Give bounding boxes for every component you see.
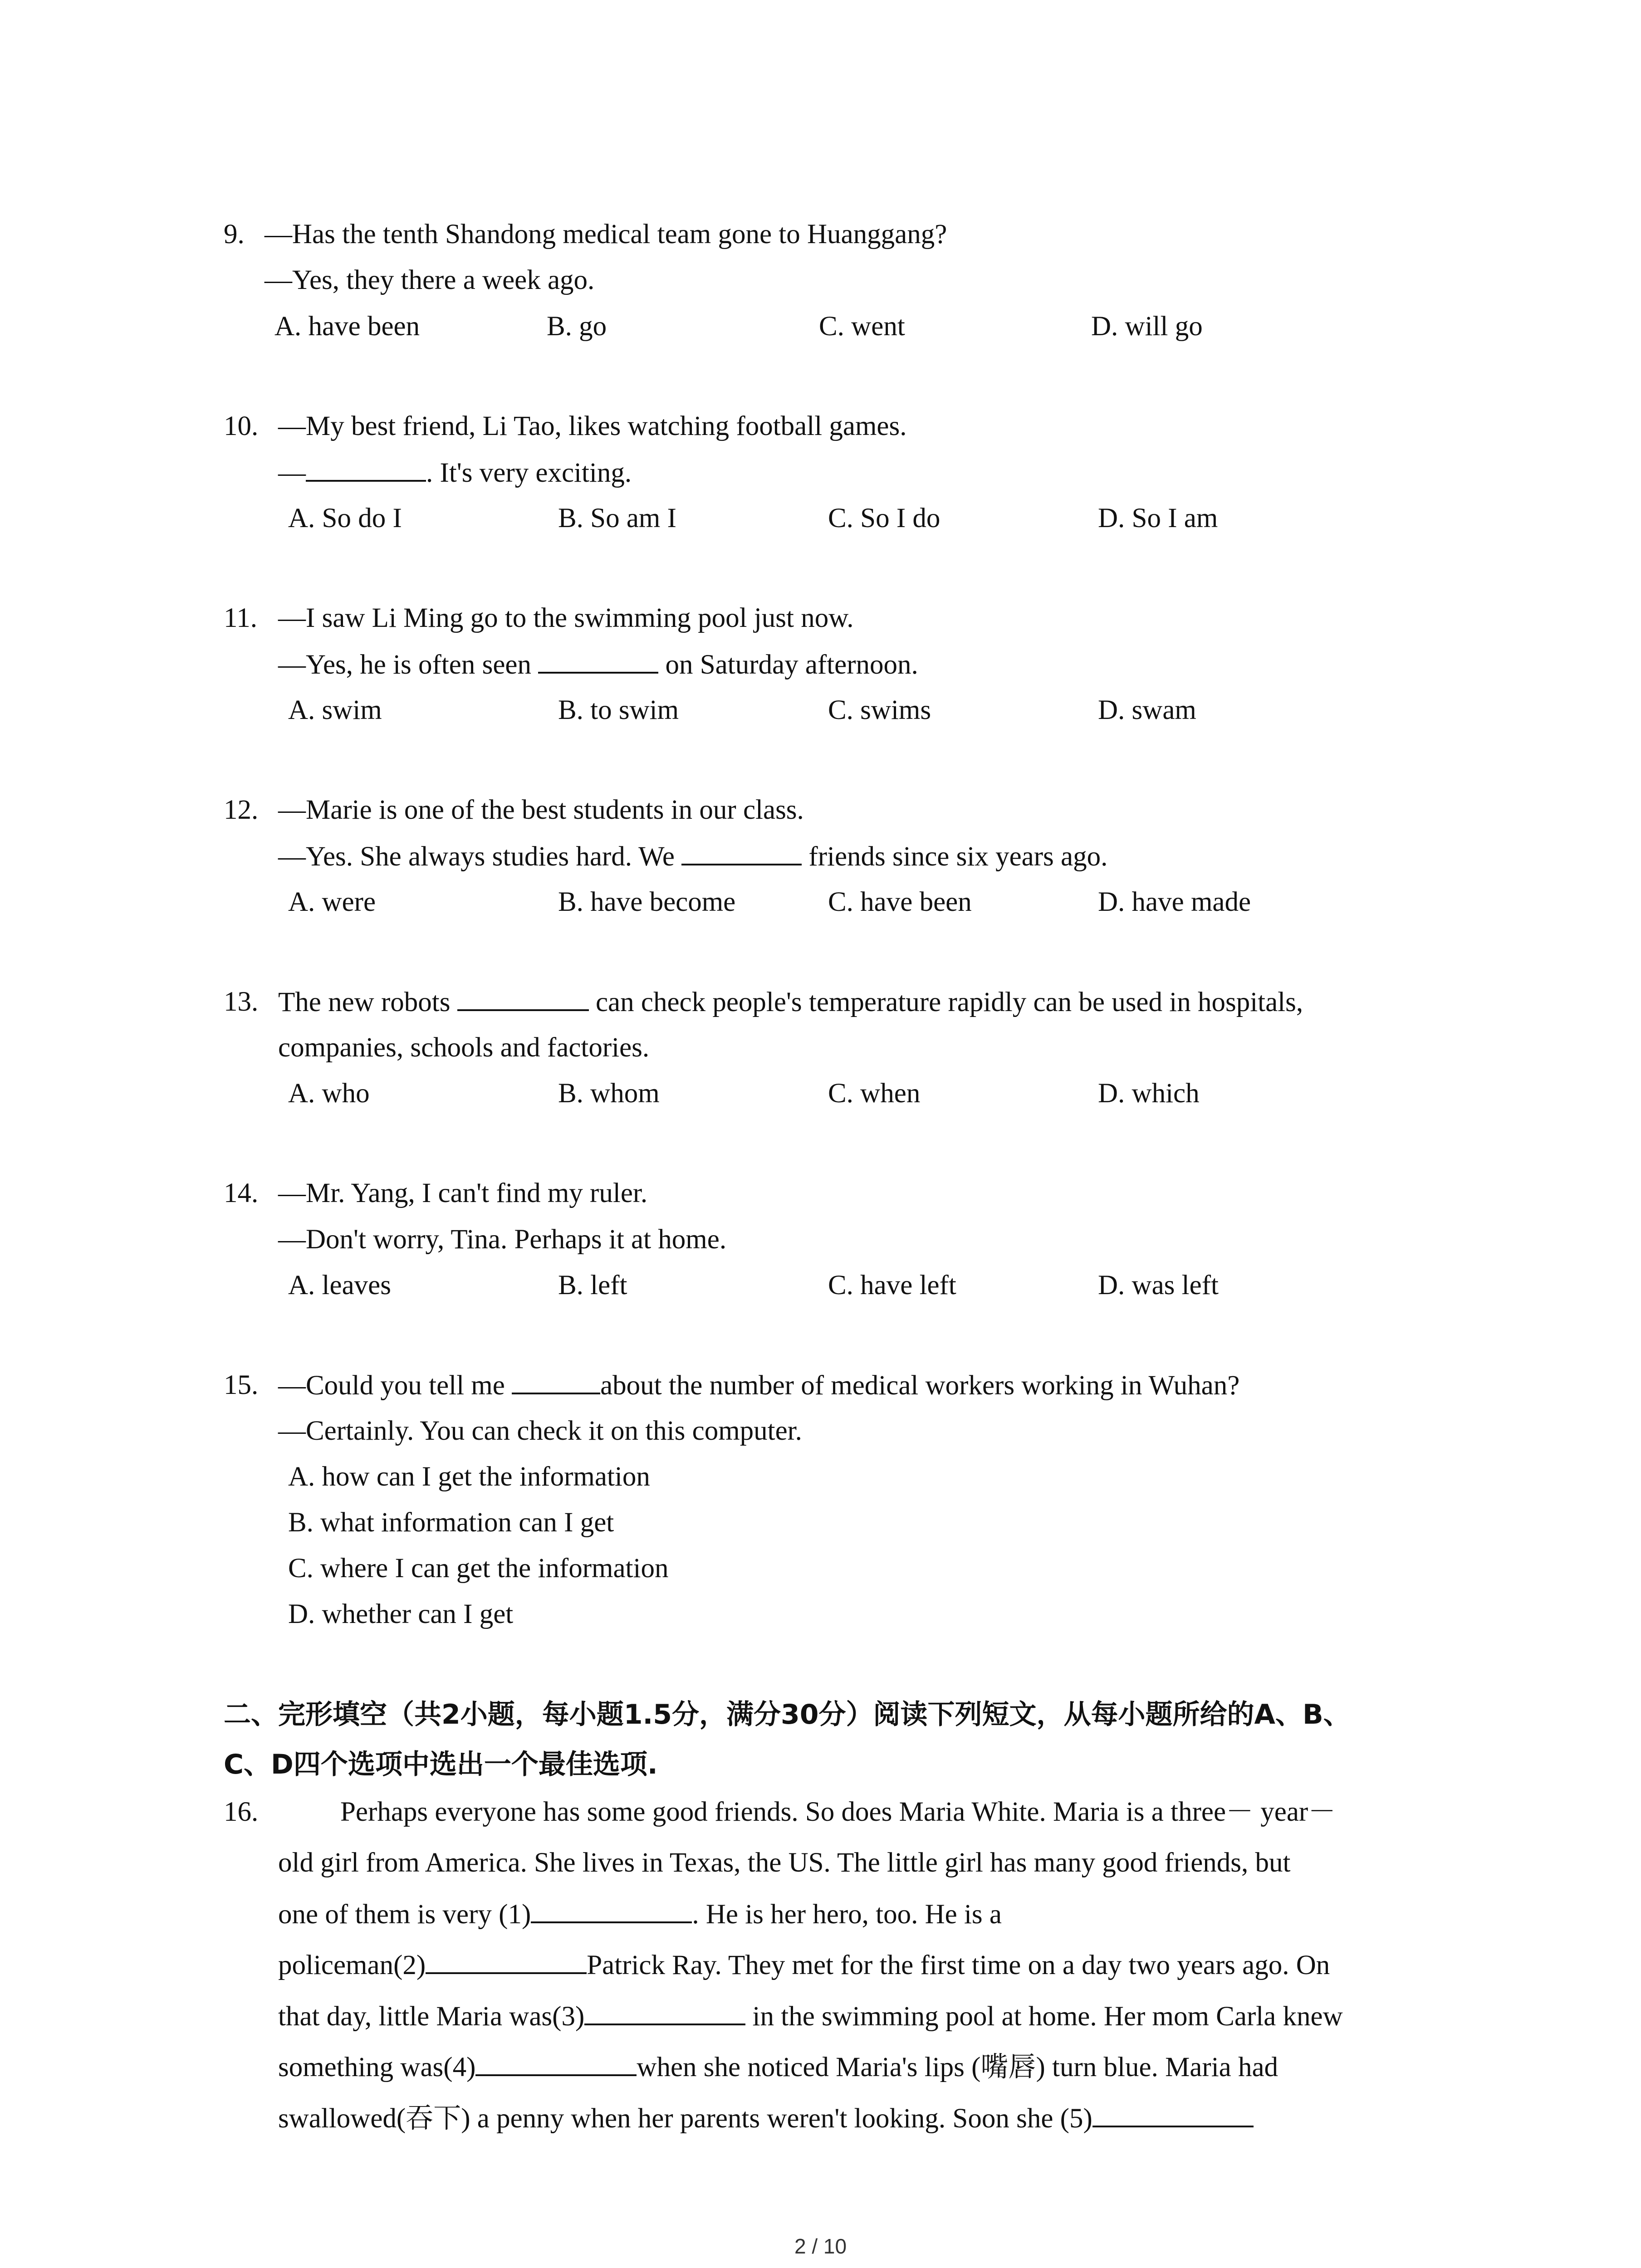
cloze-blank-1: [531, 1896, 692, 1923]
option-b: B. left: [558, 1270, 627, 1300]
answer-text: [278, 646, 918, 683]
answer-text-end: friends since six years ago.: [808, 841, 1108, 872]
option-c: C. went: [819, 311, 905, 342]
option-b: B. whom: [558, 1078, 660, 1109]
passage-line: Perhaps everyone has some good friends. So does Maria White. Maria is a three－ year－: [340, 1797, 1336, 1827]
cloze-blank-2: [426, 1947, 587, 1974]
option-d: D. was left: [1098, 1270, 1219, 1300]
question-number: 13.: [224, 987, 259, 1017]
passage-line: policeman(2) Patrick Ray. They met for the first time on a day two years ago. On: [278, 1947, 1330, 1984]
option-b: B. So am I: [558, 503, 676, 533]
section-heading: 二、完形填空（共2小题，每小题1.5分，满分30分）阅读下列短文，从每小题所给的A、B、: [224, 1699, 1351, 1730]
question-number: 9.: [224, 219, 245, 249]
option-b: B. what information can I get: [288, 1507, 614, 1538]
answer-blank: [538, 646, 658, 674]
question-text: [278, 1367, 1239, 1404]
option-c: C. have left: [828, 1270, 956, 1300]
question-text-end: about the number of medical workers working in Wuhan?: [600, 1370, 1240, 1401]
question-text: —Mr. Yang, I can't find my ruler.: [278, 1178, 648, 1208]
answer-blank: [512, 1367, 600, 1394]
section-heading-continued: C、D四个选项中选出一个最佳选项.: [224, 1749, 658, 1780]
option-c: C. where I can get the information: [288, 1553, 669, 1584]
question-number: 14.: [224, 1178, 259, 1208]
answer-text: —Yes, they there a week ago.: [265, 265, 595, 295]
option-c: C. when: [828, 1078, 921, 1109]
option-a: A. how can I get the information: [288, 1461, 650, 1492]
answer-text: [278, 838, 1107, 875]
question-number: 11.: [224, 603, 257, 633]
passage-line: swallowed(吞下) a penny when her parents weren't looking. Soon she (5): [278, 2100, 1254, 2137]
answer-text-start: —Yes. She always studies hard. We: [278, 841, 675, 872]
question-number: 12.: [224, 795, 259, 825]
option-c: C. So I do: [828, 503, 941, 533]
option-a: A. swim: [288, 695, 382, 725]
cloze-blank-3: [584, 1998, 745, 2025]
passage-line: something was(4) when she noticed Maria's lips (嘴唇) turn blue. Maria had: [278, 2049, 1278, 2086]
cloze-blank-5: [1092, 2100, 1254, 2127]
question-text-start: —Could you tell me: [278, 1370, 505, 1401]
question-number: 10.: [224, 411, 259, 441]
answer-text-end: on Saturday afternoon.: [665, 650, 918, 680]
passage-number: 16.: [224, 1797, 259, 1827]
option-b: B. go: [547, 311, 607, 342]
passage-line: that day, little Maria was(3) in the swimming pool at home. Her mom Carla knew: [278, 1998, 1343, 2035]
option-d: D. whether can I get: [288, 1599, 514, 1629]
option-d: D. So I am: [1098, 503, 1218, 533]
option-c: C. have been: [828, 887, 972, 917]
option-d: D. will go: [1091, 311, 1203, 342]
question-text-start: The new robots: [278, 987, 451, 1017]
page-number: 2 / 10: [794, 2234, 847, 2258]
option-d: D. swam: [1098, 695, 1196, 725]
option-b: B. have become: [558, 887, 736, 917]
answer-blank: [306, 455, 426, 482]
passage-line: one of them is very (1) . He is her hero, too. He is a: [278, 1896, 1002, 1933]
passage-line: old girl from America. She lives in Texas, the US. The little girl has many good friends, but: [278, 1848, 1291, 1878]
option-a: A. have been: [274, 311, 420, 342]
option-a: A. who: [288, 1078, 370, 1109]
question-text-continued: companies, schools and factories.: [278, 1032, 650, 1063]
question-text: —Marie is one of the best students in our class.: [278, 795, 804, 825]
question-number: 15.: [224, 1370, 259, 1400]
cloze-blank-4: [475, 2049, 637, 2076]
answer-text: — . It's very exciting.: [278, 455, 632, 491]
question-text: [278, 984, 1303, 1021]
question-text: —My best friend, Li Tao, likes watching football games.: [278, 411, 907, 441]
option-d: D. have made: [1098, 887, 1251, 917]
answer-text: —Don't worry, Tina. Perhaps it at home.: [278, 1224, 727, 1255]
answer-text-rest: . It's very exciting.: [426, 458, 632, 488]
answer-text-start: —Yes, he is often seen: [278, 650, 531, 680]
answer-text: —Certainly. You can check it on this computer.: [278, 1416, 802, 1446]
option-b: B. to swim: [558, 695, 679, 725]
option-a: A. were: [288, 887, 376, 917]
option-c: C. swims: [828, 695, 931, 725]
question-text: —Has the tenth Shandong medical team gone to Huanggang?: [265, 219, 947, 249]
option-d: D. which: [1098, 1078, 1200, 1109]
answer-blank: [457, 984, 589, 1011]
question-text: —I saw Li Ming go to the swimming pool just now.: [278, 603, 854, 633]
option-a: A. leaves: [288, 1270, 391, 1300]
answer-blank: [681, 838, 802, 865]
option-a: A. So do I: [288, 503, 402, 533]
question-text-end: can check people's temperature rapidly can be used in hospitals,: [595, 987, 1303, 1017]
